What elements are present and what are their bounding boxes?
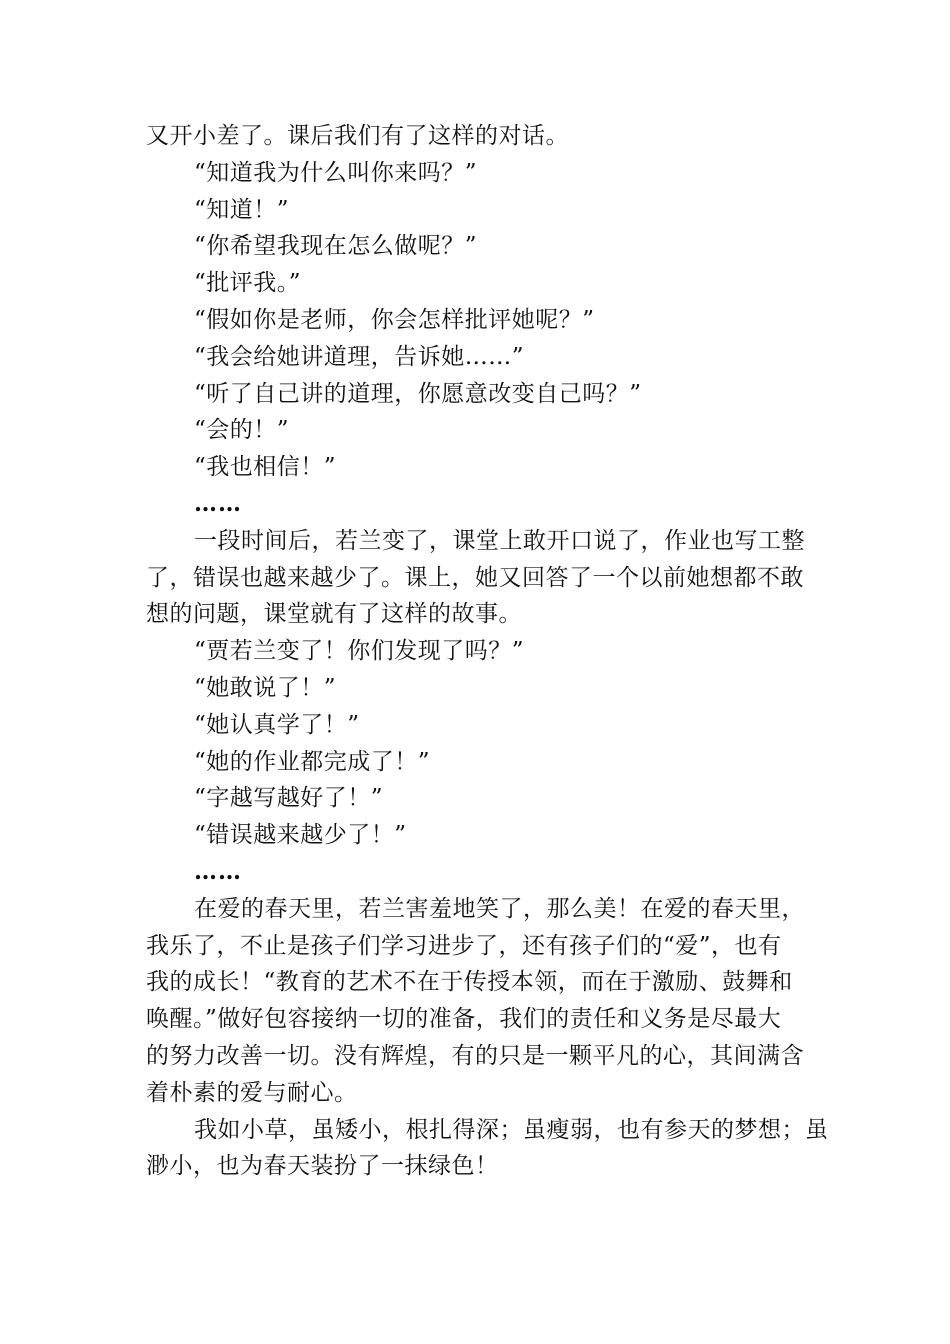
paragraph-line: 着朴素的爱与耐心。 <box>146 1079 358 1106</box>
dialogue-line: “我也相信！” <box>194 454 337 481</box>
dialogue-line: “知道！” <box>194 196 290 223</box>
paragraph-line: 我乐了，不止是孩子们学习进步了，还有孩子们的“爱”，也有 <box>146 932 782 959</box>
dialogue-line: “知道我为什么叫你来吗？” <box>194 159 478 186</box>
paragraph-line: 渺小，也为春天装扮了一抹绿色！ <box>146 1153 499 1180</box>
dialogue-line: “她的作业都完成了！” <box>194 748 431 775</box>
body-text <box>146 118 829 1185</box>
dialogue-line: “我会给她讲道理，告诉她……” <box>194 343 525 370</box>
dialogue-line: “假如你是老师，你会怎样批评她呢？” <box>194 306 595 333</box>
paragraph-line: 唤醒。”做好包容接纳一切的准备，我们的责任和义务是尽最大 <box>146 1006 782 1033</box>
ellipsis-line: …… <box>194 857 242 885</box>
dialogue-line: “批评我。” <box>194 270 302 297</box>
dialogue-line: “字越写越好了！” <box>194 785 384 812</box>
dialogue-line: “贾若兰变了！你们发现了吗？” <box>194 638 525 665</box>
paragraph-line: 的努力改善一切。没有辉煌，有的只是一颗平凡的心，其间满含 <box>146 1042 804 1069</box>
paragraph-line: 在爱的春天里，若兰害羞地笑了，那么美！在爱的春天里， <box>194 895 805 922</box>
dialogue-line: “会的！” <box>194 417 290 444</box>
dialogue-line: “你希望我现在怎么做呢？” <box>194 233 478 260</box>
dialogue-line: “听了自己讲的道理，你愿意改变自己吗？” <box>194 380 642 407</box>
paragraph-line: 我的成长！“教育的艺术不在于传授本领，而在于激励、鼓舞和 <box>146 969 793 996</box>
paragraph-line: 我如小草，虽矮小，根扎得深；虽瘦弱，也有参天的梦想；虽 <box>194 1116 829 1143</box>
dialogue-line: “错误越来越少了！” <box>194 822 407 849</box>
paragraph-line: 一段时间后，若兰变了，课堂上敢开口说了，作业也写工整 <box>194 527 805 554</box>
dialogue-line: “她认真学了！” <box>194 711 360 738</box>
paragraph-line: 了，错误也越来越少了。课上，她又回答了一个以前她想都不敢 <box>146 564 804 591</box>
text-line: 又开小差了。课后我们有了这样的对话。 <box>146 123 569 149</box>
dialogue-line: “她敢说了！” <box>194 674 337 701</box>
paragraph-line: 想的问题，课堂就有了这样的故事。 <box>146 601 522 628</box>
ellipsis-line: …… <box>194 489 242 517</box>
